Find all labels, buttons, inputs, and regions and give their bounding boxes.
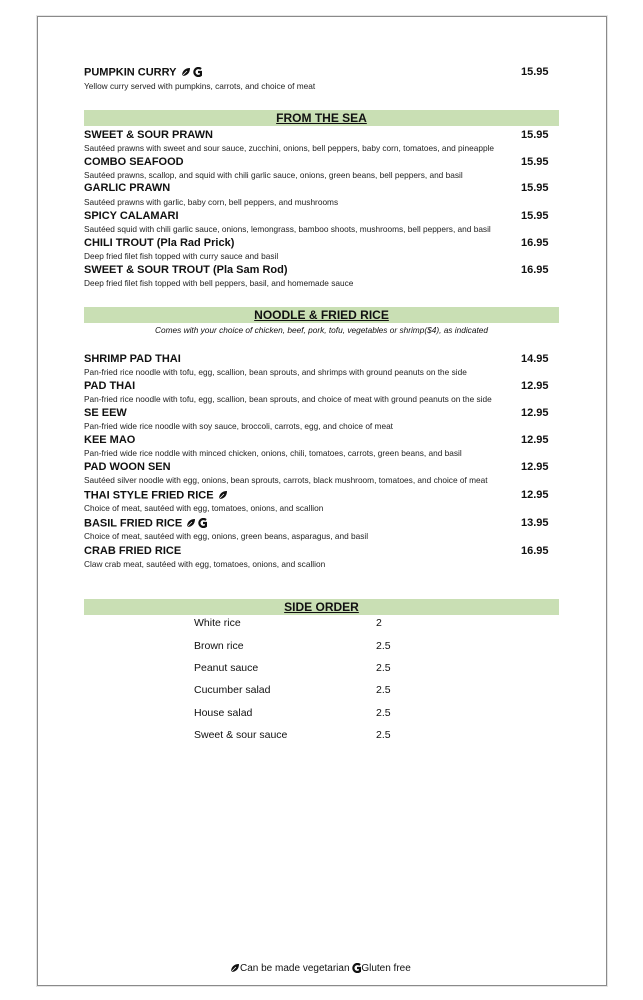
menu-item-price: 15.95 bbox=[521, 182, 549, 194]
legend-vegetarian: Can be made vegetarian bbox=[240, 963, 350, 974]
menu-item-price: 13.95 bbox=[521, 517, 549, 529]
menu-item-name: SWEET & SOUR PRAWN bbox=[84, 129, 213, 141]
gluten-free-icon bbox=[198, 518, 207, 528]
side-item-price: 2.5 bbox=[376, 684, 391, 696]
menu-item-price: 16.95 bbox=[521, 237, 549, 249]
menu-item-price: 16.95 bbox=[521, 264, 549, 276]
menu-item-price: 15.95 bbox=[521, 156, 549, 168]
side-item-price: 2.5 bbox=[376, 662, 391, 674]
section-header-sea: FROM THE SEA bbox=[84, 110, 559, 126]
menu-item-desc: Pan-fried rice noodle with tofu, egg, scallion, bean sprouts, and shrimps with ground peanuts on the side bbox=[84, 367, 467, 377]
menu-item-name: SHRIMP PAD THAI bbox=[84, 353, 181, 365]
leaf-icon bbox=[218, 490, 228, 500]
side-item-name: Peanut sauce bbox=[194, 662, 259, 674]
menu-item-name: THAI STYLE FRIED RICE bbox=[84, 489, 230, 502]
side-item-name: Brown rice bbox=[194, 640, 244, 652]
menu-item-desc: Sautéed squid with chili garlic sauce, onions, lemongrass, bamboo shoots, mushrooms, bell peppers, and basil bbox=[84, 224, 491, 234]
menu-item-name: COMBO SEAFOOD bbox=[84, 156, 184, 168]
section-note: Comes with your choice of chicken, beef, pork, tofu, vegetables or shrimp($4), as indicated bbox=[155, 325, 488, 335]
menu-item-desc: Sautéed prawns, scallop, and squid with chili garlic sauce, onions, green beans, bell peppers, and basil bbox=[84, 170, 463, 180]
menu-item-desc: Pan-fried wide rice noddle with minced chicken, onions, chili, tomatoes, carrots, green beans, and basil bbox=[84, 448, 462, 458]
menu-item-price: 12.95 bbox=[521, 407, 549, 419]
section-header-noodle: NOODLE & FRIED RICE bbox=[84, 307, 559, 323]
menu-item-desc: Choice of meat, sautéed with egg, tomatoes, onions, and scallion bbox=[84, 503, 324, 513]
legend-gluten-free: Gluten free bbox=[361, 963, 411, 974]
menu-item-desc: Pan-fried rice noodle with tofu, egg, scallion, bean sprouts, and choice of meat with ground peanuts on the side bbox=[84, 394, 492, 404]
menu-item-desc: Sautéed silver noodle with egg, onions, bean sprouts, carrots, black mushroom, tomatoes, and choice of meat bbox=[84, 475, 488, 485]
leaf-icon bbox=[181, 67, 191, 77]
side-item-name: White rice bbox=[194, 617, 241, 629]
side-item-name: Cucumber salad bbox=[194, 684, 271, 696]
menu-item-desc: Sautéed prawns with sweet and sour sauce, zucchini, onions, bell peppers, baby corn, tomatoes, and pineapple bbox=[84, 143, 495, 153]
side-item-name: House salad bbox=[194, 707, 253, 719]
menu-item-name: PAD THAI bbox=[84, 380, 136, 392]
menu-item-name: PAD WOON SEN bbox=[84, 461, 171, 473]
side-item-name: Sweet & sour sauce bbox=[194, 729, 288, 741]
legend bbox=[230, 962, 411, 975]
leaf-icon bbox=[186, 518, 196, 528]
menu-item-desc: Sautéed prawns with garlic, baby corn, bell peppers, and mushrooms bbox=[84, 197, 339, 207]
menu-item-name: SWEET & SOUR TROUT (Pla Sam Rod) bbox=[84, 264, 288, 276]
side-item-price: 2.5 bbox=[376, 640, 391, 652]
menu-item-price: 14.95 bbox=[521, 353, 549, 365]
menu-item-desc: Yellow curry served with pumpkins, carrots, and choice of meat bbox=[84, 81, 316, 91]
menu-item-name: GARLIC PRAWN bbox=[84, 182, 171, 194]
menu-item-desc: Deep fried filet fish topped with bell peppers, basil, and homemade sauce bbox=[84, 278, 354, 288]
menu-item-price: 16.95 bbox=[521, 545, 549, 557]
side-item-price: 2.5 bbox=[376, 729, 391, 741]
menu-item-name: CRAB FRIED RICE bbox=[84, 545, 182, 557]
section-header-side: SIDE ORDER bbox=[84, 599, 559, 615]
side-item-price: 2 bbox=[376, 617, 382, 629]
menu-item-desc: Pan-fried wide rice noodle with soy sauce, broccoli, carrots, egg, and choice of meat bbox=[84, 421, 393, 431]
leaf-icon bbox=[230, 963, 240, 973]
menu-item-price: 15.95 bbox=[521, 129, 549, 141]
menu-item-name: SPICY CALAMARI bbox=[84, 210, 179, 222]
menu-item-name: SE EEW bbox=[84, 407, 127, 419]
menu-item-name: PUMPKIN CURRY bbox=[84, 66, 204, 79]
side-item-price: 2.5 bbox=[376, 707, 391, 719]
menu-item-price: 12.95 bbox=[521, 380, 549, 392]
menu-item-price: 15.95 bbox=[521, 66, 549, 78]
menu-item-name: BASIL FRIED RICE bbox=[84, 517, 209, 530]
menu-item-price: 15.95 bbox=[521, 210, 549, 222]
menu-item-desc: Choice of meat, sautéed with egg, onions, green beans, asparagus, and basil bbox=[84, 531, 369, 541]
menu-item-desc: Claw crab meat, sautéed with egg, tomatoes, onions, and scallion bbox=[84, 559, 326, 569]
menu-item-price: 12.95 bbox=[521, 489, 549, 501]
menu-item-name: CHILI TROUT (Pla Rad Prick) bbox=[84, 237, 235, 249]
gluten-free-icon bbox=[352, 963, 361, 973]
menu-item-price: 12.95 bbox=[521, 461, 549, 473]
menu-item-desc: Deep fried filet fish topped with curry sauce and basil bbox=[84, 251, 279, 261]
menu-item-name: KEE MAO bbox=[84, 434, 136, 446]
menu-item-price: 12.95 bbox=[521, 434, 549, 446]
gluten-free-icon bbox=[193, 67, 202, 77]
